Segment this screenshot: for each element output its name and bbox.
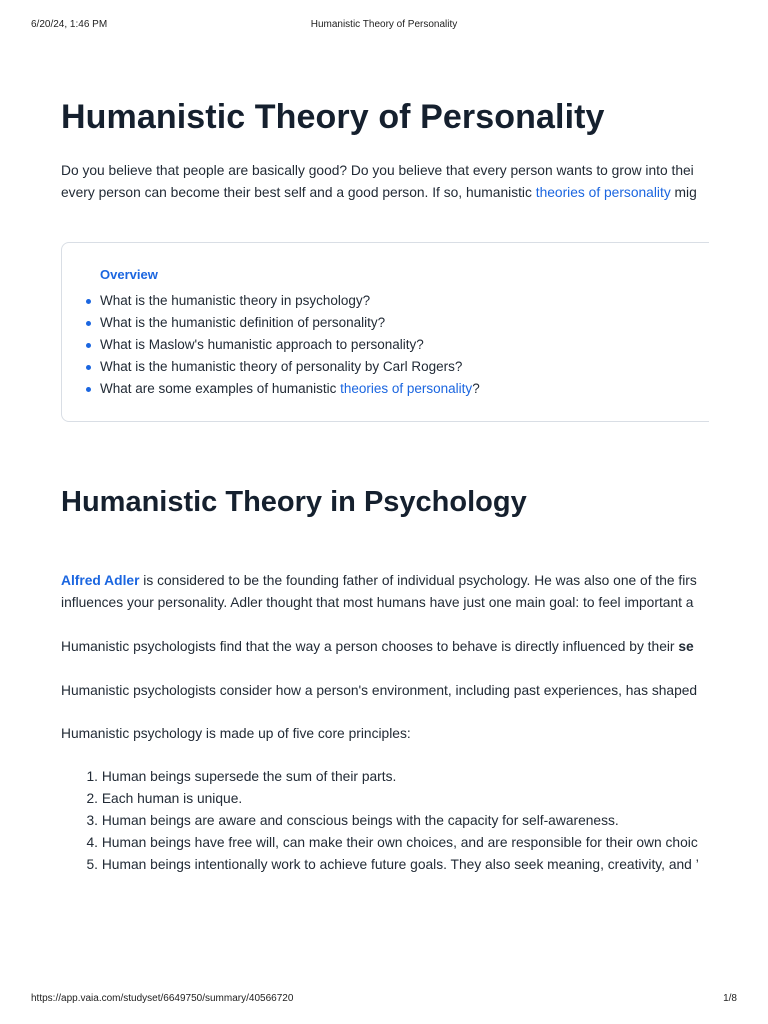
behavior-paragraph: Humanistic psychologists find that the way a person chooses to behave is directly influenced by their se [61,639,694,654]
bullet-icon [86,321,91,326]
overview-item[interactable]: What is the humanistic theory of personality by Carl Rogers? [100,356,480,378]
overview-list [100,290,480,400]
intro-line-1: Do you believe that people are basically good? Do you believe that every person wants to grow into thei [61,163,694,178]
environment-paragraph: Humanistic psychologists consider how a person's environment, including past experiences, has shaped [61,683,698,698]
list-item: 4. Human beings have free will, can make their own choices, and are responsible for their own choic [86,835,698,850]
overview-item[interactable]: What are some examples of humanistic theories of personality? [100,378,480,400]
page-title: Humanistic Theory of Personality [61,98,605,136]
list-item: 5. Human beings intentionally work to achieve future goals. They also seek meaning, creativity, and ’ [86,857,699,872]
print-url: https://app.vaia.com/studyset/6649750/summary/40566720 [31,993,294,1004]
list-item: 3. Human beings are aware and conscious beings with the capacity for self-awareness. [86,813,619,828]
list-item: 1. Human beings supersede the sum of their parts. [86,769,397,784]
print-page-title: Humanistic Theory of Personality [310,19,458,30]
theories-of-personality-link[interactable]: theories of personality [535,185,671,200]
print-date: 6/20/24, 1:46 PM [31,19,108,30]
overview-title: Overview [100,267,158,282]
intro-line-2-end: mig [670,185,697,200]
bullet-icon [86,387,91,392]
intro-line-2-start: every person can become their best self and a good person. If so, humanistic [61,185,536,200]
print-footer [31,993,737,1007]
adler-paragraph: Alfred Adler is considered to be the founding father of individual psychology. He was also one of the firs influences your personality. Adler thought that most humans have just one main goal: to feel important a [61,573,697,610]
principles-intro: Humanistic psychology is made up of five core principles: [61,726,411,741]
page-number: 1/8 [723,993,737,1004]
principles-list [61,766,699,876]
overview-item[interactable]: What is Maslow's humanistic approach to personality? [100,334,480,356]
overview-theories-link[interactable]: theories of personality [340,381,473,396]
list-item: 2. Each human is unique. [86,791,243,806]
overview-item[interactable]: What is the humanistic definition of personality? [100,312,480,334]
overview-item[interactable]: What is the humanistic theory in psychology? [100,290,480,312]
overview-box [61,242,709,422]
bullet-icon [86,365,91,370]
intro-paragraph [61,160,697,204]
section-title: Humanistic Theory in Psychology [61,486,527,518]
bullet-icon [86,299,91,304]
alfred-adler-link[interactable]: Alfred Adler [61,573,140,588]
bullet-icon [86,343,91,348]
